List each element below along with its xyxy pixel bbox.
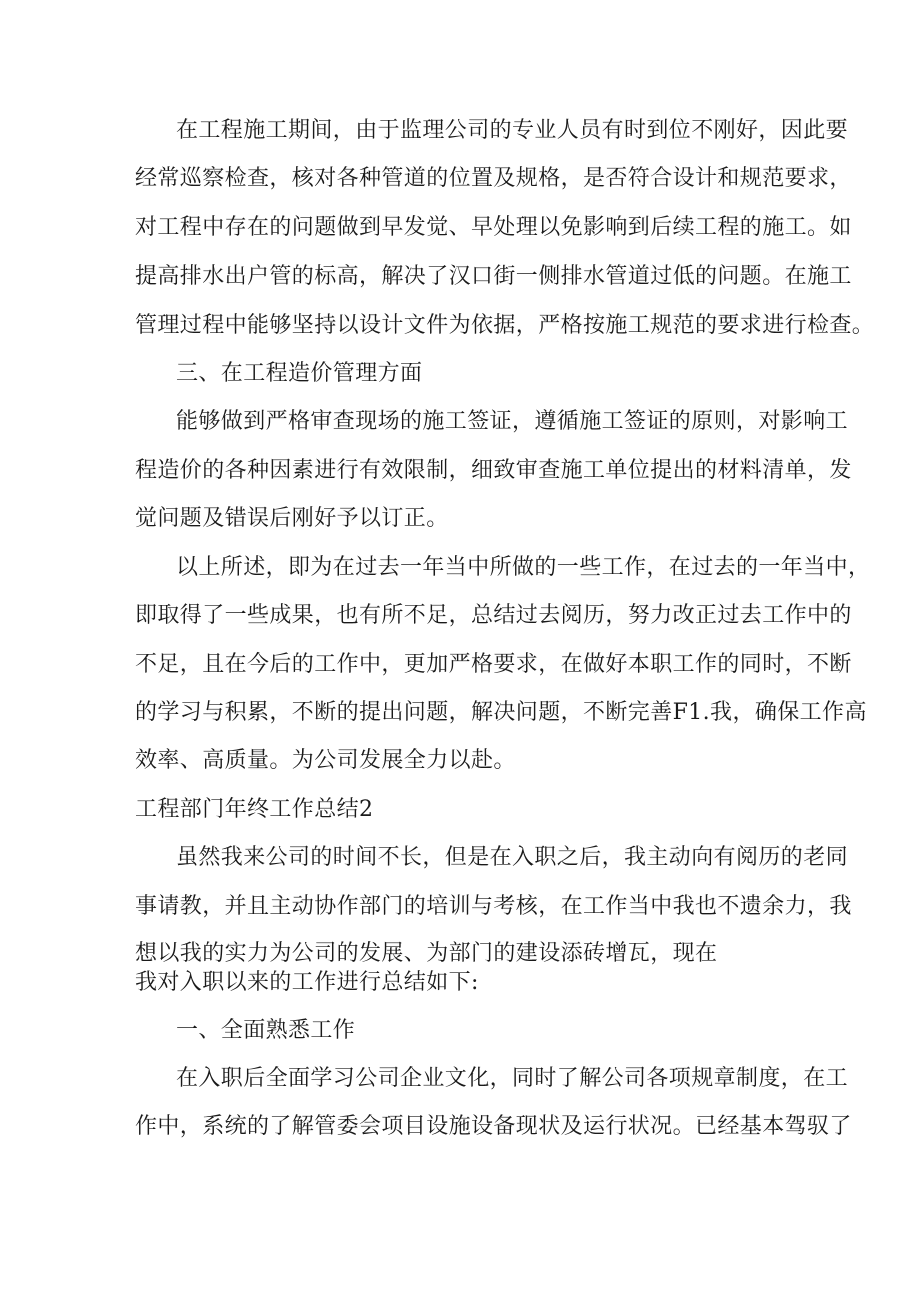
paragraph-3-line-3: 不足，且在今后的工作中，更加严格要求，在做好本职工作的同时，不断 (135, 652, 852, 677)
paragraph-5-line-2: 作中，系统的了解管委会项目设施设备现状及运行状况。已经基本驾驭了 (135, 1114, 852, 1139)
paragraph-4-line-2: 事请教，并且主动协作部门的培训与考核，在工作当中我也不遗余力，我 (135, 894, 852, 919)
paragraph-4-line-3: 想以我的实力为公司的发展、为部门的建设添砖增瓦，现在 (135, 941, 718, 966)
paragraph-1-line-2: 经常巡察检查，核对各种管道的位置及规格，是否符合设计和规范要求， (135, 166, 852, 191)
paragraph-1-line-3: 对工程中存在的问题做到早发觉、早处理以免影响到后续工程的施工。如 (135, 215, 852, 240)
section-3-title: 三、在工程造价管理方面 (176, 361, 423, 386)
paragraph-2-line-1: 能够做到严格审查现场的施工签证，遵循施工签证的原则，对影响工 (176, 409, 849, 434)
article-2-title: 工程部门年终工作总结2 (135, 797, 374, 822)
paragraph-5-line-1: 在入职后全面学习公司企业文化，同时了解公司各项规章制度，在工 (176, 1066, 849, 1091)
paragraph-1-line-1: 在工程施工期间，由于监理公司的专业人员有时到位不刚好，因此要 (176, 118, 849, 143)
paragraph-2-line-2: 程造价的各种因素进行有效限制，细致审查施工单位提出的材料清单，发 (135, 458, 852, 483)
paragraph-2-line-3: 觉问题及错误后刚好予以订正。 (135, 506, 449, 531)
paragraph-1-line-4: 提高排水出户管的标高，解决了汉口街一侧排水管道过低的问题。在施工 (135, 264, 852, 289)
paragraph-4-line-4: 我对入职以来的工作进行总结如下: (135, 970, 479, 995)
section-1-title: 一、全面熟悉工作 (176, 1018, 356, 1043)
paragraph-4-line-1: 虽然我来公司的时间不长，但是在入职之后，我主动向有阅历的老同 (176, 845, 849, 870)
paragraph-1-line-5: 管理过程中能够坚持以设计文件为依据，严格按施工规范的要求进行检查。 (135, 313, 875, 338)
paragraph-3-line-5: 效率、高质量。为公司发展全力以赴。 (135, 748, 516, 773)
paragraph-3-line-4: 的学习与积累，不断的提出问题，解决问题，不断完善F1.我，确保工作高 (135, 700, 867, 725)
paragraph-3-line-1: 以上所述，即为在过去一年当中所做的一些工作，在过去的一年当中， (176, 555, 871, 580)
paragraph-3-line-2: 即取得了一些成果，也有所不足，总结过去阅历，努力改正过去工作中的 (135, 603, 852, 628)
